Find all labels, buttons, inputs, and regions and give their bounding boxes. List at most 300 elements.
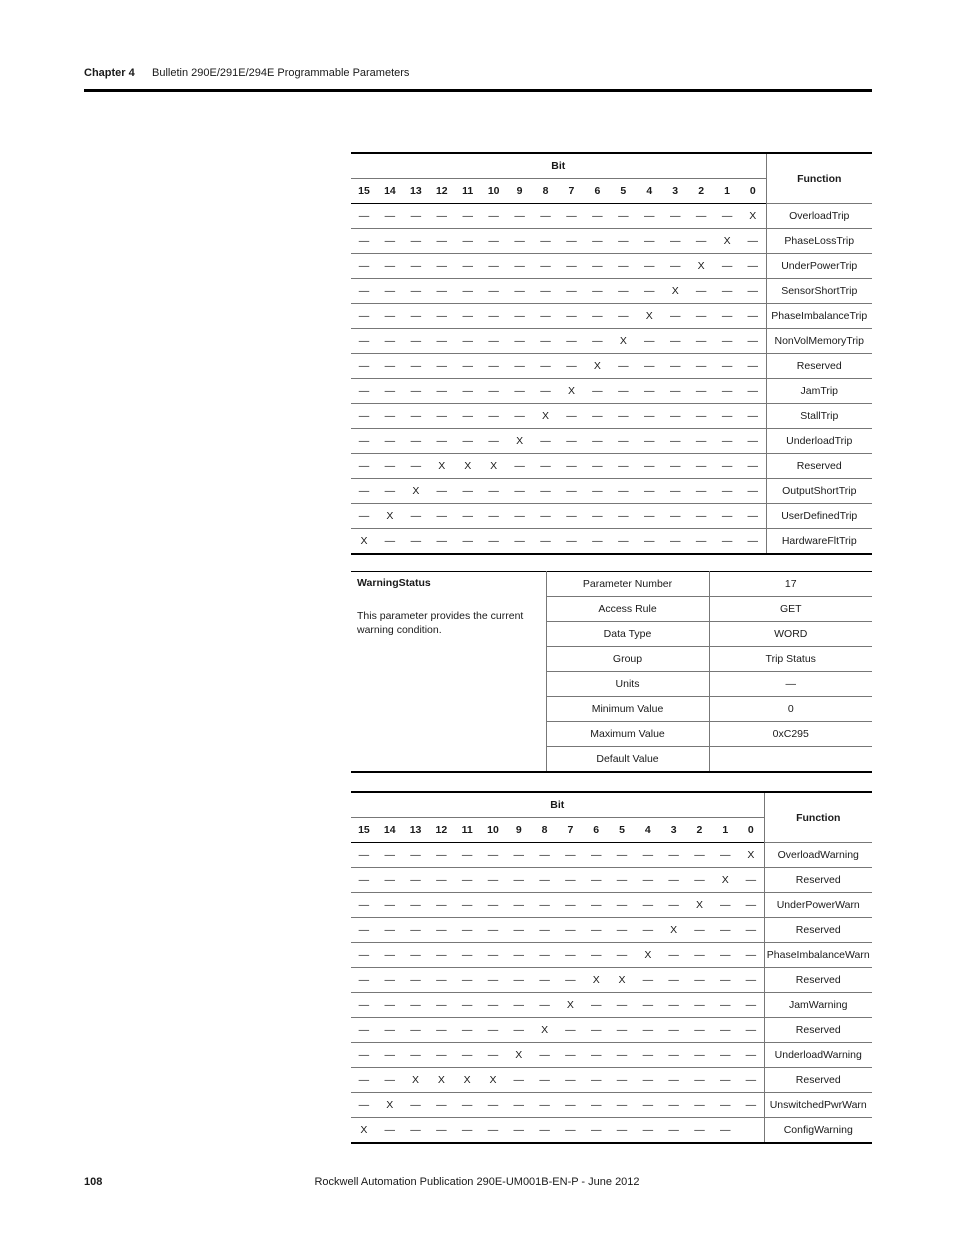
function-cell: JamWarning	[764, 993, 872, 1018]
bit-cell: —	[507, 379, 533, 404]
bit-cell: —	[688, 404, 714, 429]
bit-cell: —	[403, 529, 429, 555]
bit-cell: —	[507, 279, 533, 304]
bit-cell: —	[687, 918, 713, 943]
bit-cell: —	[454, 918, 480, 943]
bit-number-12: 12	[428, 818, 454, 843]
bit-cell: —	[738, 918, 764, 943]
bit-cell: —	[738, 993, 764, 1018]
bit-cell: —	[662, 204, 688, 229]
table-row	[351, 893, 872, 918]
bit-cell: —	[687, 993, 713, 1018]
bit-cell: —	[533, 254, 559, 279]
bit-cell: —	[661, 843, 687, 868]
function-cell: PhaseImbalanceWarn	[764, 943, 872, 968]
bit-cell: —	[533, 429, 559, 454]
bit-cell: —	[403, 993, 429, 1018]
bit-cell: X	[428, 1068, 454, 1093]
parameter-field-label: Parameter Number	[546, 572, 709, 597]
function-cell: SensorShortTrip	[766, 279, 872, 304]
bit-cell: —	[712, 1093, 738, 1118]
bit-cell: —	[428, 843, 454, 868]
bit-cell: —	[559, 454, 585, 479]
bit-cell: —	[480, 868, 506, 893]
function-cell: Reserved	[764, 968, 872, 993]
bit-number-13: 13	[403, 179, 429, 204]
bit-cell: —	[480, 1043, 506, 1068]
bit-cell: —	[738, 1093, 764, 1118]
bit-number-6: 6	[584, 179, 610, 204]
bit-cell: —	[583, 993, 609, 1018]
bit-cell: —	[377, 279, 403, 304]
bit-cell: —	[533, 204, 559, 229]
bit-cell: —	[740, 529, 766, 555]
bit-number-2: 2	[687, 818, 713, 843]
bit-cell: —	[584, 229, 610, 254]
bit-cell: —	[455, 354, 481, 379]
bit-cell: —	[714, 429, 740, 454]
bit-cell: —	[481, 354, 507, 379]
bit-cell: —	[480, 1093, 506, 1118]
parameter-field-label: Minimum Value	[546, 697, 709, 722]
bit-cell: —	[429, 204, 455, 229]
bit-cell: X	[351, 529, 377, 555]
bit-cell: —	[480, 943, 506, 968]
bit-cell: —	[351, 893, 377, 918]
bit-cell: X	[507, 429, 533, 454]
bit-cell: —	[351, 304, 377, 329]
chapter-title: Bulletin 290E/291E/294E Programmable Parameters	[152, 67, 410, 79]
bit-cell: —	[351, 204, 377, 229]
bit-cell: —	[428, 1018, 454, 1043]
bit-number-8: 8	[533, 179, 559, 204]
bit-cell: —	[558, 968, 584, 993]
bit-cell: —	[740, 479, 766, 504]
bit-cell: —	[351, 354, 377, 379]
bit-cell: —	[429, 304, 455, 329]
bit-cell: —	[661, 1093, 687, 1118]
bit-cell: —	[403, 968, 429, 993]
bit-cell: —	[481, 254, 507, 279]
bit-cell: —	[559, 329, 585, 354]
bit-cell: —	[403, 329, 429, 354]
bit-cell: —	[455, 304, 481, 329]
bit-cell: X	[712, 868, 738, 893]
bit-number-3: 3	[662, 179, 688, 204]
bit-cell: —	[688, 429, 714, 454]
bit-cell: —	[428, 1118, 454, 1144]
bit-cell: —	[351, 429, 377, 454]
bit-cell: —	[610, 379, 636, 404]
bit-cell: —	[636, 504, 662, 529]
warning-status-parameter-table	[351, 571, 872, 773]
bit-cell: —	[712, 968, 738, 993]
bit-cell: —	[661, 868, 687, 893]
table-row	[351, 1118, 872, 1144]
bit-cell: —	[661, 1018, 687, 1043]
bit-cell: —	[558, 868, 584, 893]
bit-cell: —	[635, 1018, 661, 1043]
bit-cell: —	[558, 1018, 584, 1043]
table-row	[351, 504, 872, 529]
bit-cell: X	[532, 1018, 558, 1043]
bit-number-0: 0	[738, 818, 764, 843]
bit-cell: —	[429, 504, 455, 529]
warning-status-bit-table	[351, 791, 872, 1144]
bit-cell: —	[506, 943, 532, 968]
bit-cell: —	[455, 479, 481, 504]
bit-cell: —	[610, 304, 636, 329]
bit-number-12: 12	[429, 179, 455, 204]
table-row	[351, 918, 872, 943]
bit-cell: —	[480, 1018, 506, 1043]
bit-cell: —	[507, 479, 533, 504]
bit-cell: X	[636, 304, 662, 329]
table-row	[351, 479, 872, 504]
table-row	[351, 968, 872, 993]
bit-cell: —	[610, 354, 636, 379]
bit-number-8: 8	[532, 818, 558, 843]
bit-number-4: 4	[635, 818, 661, 843]
bit-cell: —	[455, 254, 481, 279]
bit-cell: —	[662, 254, 688, 279]
function-cell: StallTrip	[766, 404, 872, 429]
bit-cell: —	[377, 204, 403, 229]
bit-cell: —	[351, 254, 377, 279]
bit-cell: —	[714, 479, 740, 504]
bit-cell: —	[377, 354, 403, 379]
bit-cell: —	[584, 429, 610, 454]
bit-cell: —	[403, 943, 429, 968]
bit-cell: —	[403, 454, 429, 479]
bit-number-11: 11	[454, 818, 480, 843]
bit-cell: —	[610, 279, 636, 304]
bit-cell: —	[714, 204, 740, 229]
bit-cell: —	[429, 479, 455, 504]
bit-number-5: 5	[610, 179, 636, 204]
bit-cell: —	[688, 454, 714, 479]
bit-cell: —	[351, 404, 377, 429]
bit-cell: —	[532, 843, 558, 868]
bit-number-9: 9	[507, 179, 533, 204]
bit-cell: —	[559, 204, 585, 229]
parameter-field-label: Maximum Value	[546, 722, 709, 747]
bit-cell: —	[558, 893, 584, 918]
bit-cell: —	[351, 1068, 377, 1093]
bit-cell: —	[583, 1093, 609, 1118]
bit-cell: X	[351, 1118, 377, 1144]
bit-cell: —	[429, 379, 455, 404]
parameter-field-label: Group	[546, 647, 709, 672]
bit-cell: —	[584, 479, 610, 504]
bit-cell: —	[403, 918, 429, 943]
bit-number-6: 6	[583, 818, 609, 843]
function-cell: UnderPowerTrip	[766, 254, 872, 279]
bit-cell: —	[738, 1068, 764, 1093]
parameter-field-value: 0xC295	[709, 722, 872, 747]
bit-cell: —	[506, 918, 532, 943]
bit-cell: —	[532, 1043, 558, 1068]
bit-cell: —	[610, 254, 636, 279]
bit-cell: —	[506, 868, 532, 893]
bit-cell: —	[377, 943, 403, 968]
bit-cell: —	[636, 479, 662, 504]
bit-cell: —	[507, 354, 533, 379]
bit-cell: —	[455, 529, 481, 555]
bit-cell: —	[506, 993, 532, 1018]
bit-cell: —	[429, 279, 455, 304]
bit-cell: —	[558, 843, 584, 868]
bit-cell: —	[714, 529, 740, 555]
bit-cell: —	[558, 1118, 584, 1144]
bit-cell: —	[481, 204, 507, 229]
bit-cell: —	[454, 1093, 480, 1118]
bit-cell: —	[740, 379, 766, 404]
bit-cell: —	[714, 279, 740, 304]
bit-cell: —	[533, 279, 559, 304]
bit-cell: —	[455, 329, 481, 354]
function-cell: PhaseLossTrip	[766, 229, 872, 254]
bit-cell: —	[584, 454, 610, 479]
bit-cell: —	[687, 1043, 713, 1068]
function-cell: HardwareFltTrip	[766, 529, 872, 555]
bit-cell: —	[533, 504, 559, 529]
bit-cell: X	[583, 968, 609, 993]
trip-status-bit-table	[351, 152, 872, 555]
bit-cell: —	[636, 204, 662, 229]
bit-cell: —	[428, 868, 454, 893]
bit-cell: X	[738, 843, 764, 868]
bit-cell: —	[558, 1093, 584, 1118]
bit-cell: X	[533, 404, 559, 429]
bit-cell: —	[533, 354, 559, 379]
bit-cell: —	[635, 893, 661, 918]
bit-cell: —	[403, 868, 429, 893]
bit-cell: —	[610, 479, 636, 504]
bit-cell: —	[740, 304, 766, 329]
bit-cell: —	[351, 968, 377, 993]
bit-cell: X	[610, 329, 636, 354]
bit-cell: —	[558, 1068, 584, 1093]
bit-cell: —	[688, 479, 714, 504]
bit-cell: —	[635, 1068, 661, 1093]
table-row	[351, 993, 872, 1018]
table-row	[351, 254, 872, 279]
bit-cell: —	[740, 504, 766, 529]
bit-cell: —	[533, 379, 559, 404]
bit-cell: —	[403, 354, 429, 379]
bit-cell: —	[635, 868, 661, 893]
bit-cell: —	[636, 379, 662, 404]
table-row	[351, 454, 872, 479]
bit-cell: X	[429, 454, 455, 479]
bit-cell: —	[740, 229, 766, 254]
bit-cell: —	[455, 404, 481, 429]
function-cell: Reserved	[764, 1068, 872, 1093]
bit-cell: —	[455, 204, 481, 229]
bit-cell: —	[403, 1018, 429, 1043]
table-row	[351, 304, 872, 329]
bit-cell: —	[377, 868, 403, 893]
bit-cell: —	[714, 504, 740, 529]
bit-cell: —	[609, 868, 635, 893]
bit-cell: —	[558, 943, 584, 968]
bit-cell: —	[583, 918, 609, 943]
table-row	[351, 404, 872, 429]
bit-cell: —	[712, 918, 738, 943]
bit-number-10: 10	[481, 179, 507, 204]
bit-cell: —	[428, 918, 454, 943]
bit-cell: —	[377, 1068, 403, 1093]
function-cell: Reserved	[764, 1018, 872, 1043]
bit-cell: —	[662, 479, 688, 504]
parameter-field-label: Access Rule	[546, 597, 709, 622]
bit-cell: —	[507, 404, 533, 429]
bit-cell: —	[714, 354, 740, 379]
bit-cell: —	[429, 404, 455, 429]
bit-cell: —	[403, 379, 429, 404]
function-cell: UserDefinedTrip	[766, 504, 872, 529]
bit-cell: —	[688, 529, 714, 555]
bit-header: Bit	[351, 153, 766, 179]
bit-cell: —	[636, 354, 662, 379]
function-header: Function	[764, 792, 872, 843]
bit-cell: —	[662, 429, 688, 454]
bit-cell: —	[584, 304, 610, 329]
bit-cell: X	[403, 479, 429, 504]
function-cell: JamTrip	[766, 379, 872, 404]
bit-cell: —	[532, 993, 558, 1018]
bit-cell: —	[532, 943, 558, 968]
bit-cell: —	[635, 1118, 661, 1144]
bit-cell: —	[687, 968, 713, 993]
bit-cell: —	[351, 918, 377, 943]
bit-cell: —	[454, 1018, 480, 1043]
bit-cell: —	[454, 943, 480, 968]
bit-cell: —	[481, 404, 507, 429]
table-row	[351, 429, 872, 454]
bit-cell: —	[429, 229, 455, 254]
bit-cell: —	[635, 918, 661, 943]
bit-cell: —	[661, 1068, 687, 1093]
function-cell: Reserved	[766, 354, 872, 379]
bit-cell: —	[351, 993, 377, 1018]
bit-cell: —	[532, 968, 558, 993]
bit-cell: —	[714, 379, 740, 404]
parameter-description: This parameter provides the current warning condition.	[357, 610, 524, 636]
bit-cell: —	[481, 229, 507, 254]
bit-cell: —	[714, 329, 740, 354]
bit-cell: —	[740, 429, 766, 454]
function-cell: UnderPowerWarn	[764, 893, 872, 918]
bit-cell: —	[481, 429, 507, 454]
bit-cell: —	[738, 1018, 764, 1043]
bit-cell: —	[738, 893, 764, 918]
bit-cell: —	[506, 1068, 532, 1093]
bit-cell: —	[687, 1118, 713, 1144]
bit-cell: —	[636, 404, 662, 429]
bit-cell: X	[740, 204, 766, 229]
bit-cell: —	[559, 529, 585, 555]
bit-cell: —	[532, 1068, 558, 1093]
bit-cell: —	[377, 229, 403, 254]
bit-cell: —	[480, 993, 506, 1018]
bit-cell: —	[584, 404, 610, 429]
bit-cell: —	[455, 429, 481, 454]
bit-number-10: 10	[480, 818, 506, 843]
bit-cell: —	[712, 1018, 738, 1043]
bit-cell: —	[481, 379, 507, 404]
bit-cell: —	[429, 354, 455, 379]
bit-cell: —	[377, 379, 403, 404]
bit-cell: —	[687, 943, 713, 968]
bit-cell: —	[507, 204, 533, 229]
bit-cell: —	[584, 204, 610, 229]
bit-cell: —	[714, 254, 740, 279]
bit-cell: —	[712, 843, 738, 868]
bit-cell: —	[532, 868, 558, 893]
bit-cell: —	[454, 893, 480, 918]
bit-cell: —	[507, 304, 533, 329]
bit-cell: —	[481, 329, 507, 354]
bit-number-4: 4	[636, 179, 662, 204]
bit-cell: —	[635, 843, 661, 868]
bit-cell: —	[481, 479, 507, 504]
bit-cell: —	[636, 254, 662, 279]
bit-cell: —	[351, 1043, 377, 1068]
bit-cell: —	[351, 1018, 377, 1043]
bit-cell: X	[506, 1043, 532, 1068]
bit-cell: —	[610, 529, 636, 555]
bit-cell: —	[714, 404, 740, 429]
bit-cell: —	[740, 354, 766, 379]
bit-cell: —	[480, 843, 506, 868]
bit-cell: —	[377, 304, 403, 329]
bit-cell: —	[610, 229, 636, 254]
bit-cell: —	[687, 843, 713, 868]
bit-cell: —	[661, 1043, 687, 1068]
bit-cell: —	[532, 1118, 558, 1144]
bit-number-14: 14	[377, 818, 403, 843]
bit-cell: —	[609, 1018, 635, 1043]
function-cell: OutputShortTrip	[766, 479, 872, 504]
bit-cell: —	[688, 279, 714, 304]
bit-number-5: 5	[609, 818, 635, 843]
bit-number-7: 7	[559, 179, 585, 204]
bit-cell: —	[662, 379, 688, 404]
bit-cell: —	[533, 479, 559, 504]
bit-cell: —	[377, 329, 403, 354]
bit-number-9: 9	[506, 818, 532, 843]
bit-cell: —	[610, 204, 636, 229]
bit-cell: —	[688, 379, 714, 404]
bit-cell: —	[480, 918, 506, 943]
function-cell: NonVolMemoryTrip	[766, 329, 872, 354]
bit-cell: —	[740, 329, 766, 354]
bit-number-15: 15	[351, 818, 377, 843]
bit-cell: —	[609, 1118, 635, 1144]
bit-cell: —	[506, 893, 532, 918]
bit-cell: —	[351, 1093, 377, 1118]
bit-cell: —	[712, 893, 738, 918]
bit-cell: —	[403, 204, 429, 229]
bit-cell: —	[454, 968, 480, 993]
bit-cell: —	[584, 379, 610, 404]
bit-cell: —	[351, 479, 377, 504]
bit-cell: —	[584, 529, 610, 555]
bit-cell: —	[712, 993, 738, 1018]
bit-cell: —	[428, 968, 454, 993]
